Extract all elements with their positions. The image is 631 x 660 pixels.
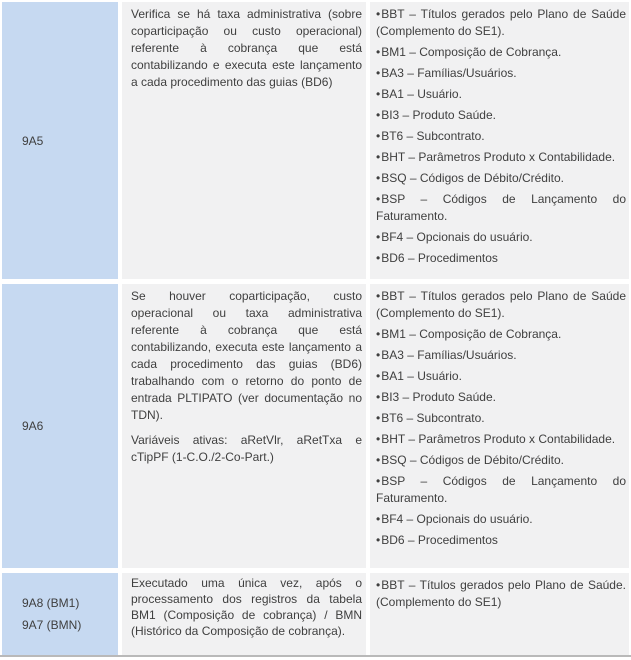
list-item [376, 149, 626, 166]
step-id: 9A8 (BM1) [22, 596, 80, 610]
list-item [376, 86, 626, 103]
table-entry: BD6 – Procedimentos [381, 251, 498, 265]
bullet-icon: • [376, 369, 381, 383]
table-row [2, 2, 629, 279]
table-entry: BSP – Códigos de Lançamento do Faturamento. [376, 192, 626, 223]
bullet-icon: • [376, 411, 381, 425]
table-entry: BA1 – Usuário. [381, 87, 462, 101]
step-description: Verifica se há taxa administrativa (sobre coparticipação ou custo operacional) referente à cobrança que está contabilizando e executa este lançamento a cada procedimento das guias (BD6) [131, 7, 362, 89]
bullet-icon: • [376, 45, 381, 59]
bullet-icon: • [376, 87, 381, 101]
step-id: 9A6 [22, 419, 44, 433]
list-item [376, 473, 626, 507]
bullet-icon: • [376, 474, 381, 488]
bullet-icon: • [376, 251, 381, 265]
table-entry: BSQ – Códigos de Débito/Crédito. [381, 171, 564, 185]
bullet-icon: • [376, 108, 381, 122]
list-item [376, 44, 626, 61]
table-entry: BF4 – Opcionais do usuário. [381, 230, 533, 244]
bullet-icon: • [376, 390, 381, 404]
table-entry: BHT – Parâmetros Produto x Contabilidade. [381, 150, 616, 164]
table-entry: BSP – Códigos de Lançamento do Faturamento. [376, 474, 626, 505]
table-entry: BSQ – Códigos de Débito/Crédito. [381, 453, 564, 467]
table-row [2, 573, 629, 655]
list-item [376, 368, 626, 385]
table-entry: BBT – Títulos gerados pelo Plano de Saúde. (Complemento do SE1) [376, 578, 626, 609]
bullet-icon: • [376, 192, 381, 206]
table-entry: BBT – Títulos gerados pelo Plano de Saúde (Complemento do SE1). [376, 7, 626, 38]
step-id: 9A7 (BMN) [22, 618, 82, 632]
list-item [376, 410, 626, 427]
list-item [376, 532, 626, 549]
list-item [376, 6, 626, 40]
list-item [376, 511, 626, 528]
step-id-cell [2, 2, 118, 279]
list-item [376, 229, 626, 246]
list-item [376, 170, 626, 187]
step-description-cell [122, 284, 366, 568]
process-steps-table [2, 2, 629, 660]
list-item [376, 288, 626, 322]
list-item [376, 250, 626, 267]
step-id-cell [2, 573, 118, 655]
list-item [376, 389, 626, 406]
table-entry: BT6 – Subcontrato. [381, 411, 485, 425]
bullet-icon: • [376, 171, 381, 185]
related-tables-cell [370, 284, 629, 568]
bullet-icon: • [376, 512, 381, 526]
list-item [376, 128, 626, 145]
bullet-icon: • [376, 129, 381, 143]
list-item [376, 65, 626, 82]
table-entry: BT6 – Subcontrato. [381, 129, 485, 143]
list-item [376, 107, 626, 124]
table-entry: BI3 – Produto Saúde. [381, 108, 496, 122]
table-entry: BA1 – Usuário. [381, 369, 462, 383]
table-entry: BM1 – Composição de Cobrança. [381, 45, 562, 59]
list-item [376, 326, 626, 343]
bullet-icon: • [376, 432, 381, 446]
step-description-variables: Variáveis ativas: aRetVlr, aRetTxa e cTipPF (1-C.O./2-Co-Part.) [131, 433, 362, 464]
list-item [376, 431, 626, 448]
step-id: 9A5 [22, 133, 44, 148]
table-entry: BF4 – Opcionais do usuário. [381, 512, 533, 526]
table-row [2, 284, 629, 568]
bullet-icon: • [376, 578, 381, 592]
bullet-icon: • [376, 533, 381, 547]
bullet-icon: • [376, 453, 381, 467]
table-entry: BA3 – Famílias/Usuários. [381, 66, 517, 80]
bullet-icon: • [376, 230, 381, 244]
table-entry: BHT – Parâmetros Produto x Contabilidade. [381, 432, 616, 446]
list-item [376, 191, 626, 225]
step-description-cell [122, 573, 366, 655]
bullet-icon: • [376, 150, 381, 164]
table-entry: BM1 – Composição de Cobrança. [381, 327, 562, 341]
bullet-icon: • [376, 348, 381, 362]
table-entry: BI3 – Produto Saúde. [381, 390, 496, 404]
list-item [376, 577, 626, 611]
list-item [376, 452, 626, 469]
bullet-icon: • [376, 7, 381, 21]
step-id-cell [2, 284, 118, 568]
table-bottom-border [0, 655, 631, 657]
list-item [376, 347, 626, 364]
bullet-icon: • [376, 327, 381, 341]
table-entry: BA3 – Famílias/Usuários. [381, 348, 517, 362]
related-tables-cell [370, 573, 629, 655]
bullet-icon: • [376, 289, 381, 303]
table-entry: BD6 – Procedimentos [381, 533, 498, 547]
step-description-cell [122, 2, 366, 279]
bullet-icon: • [376, 66, 381, 80]
step-description: Se houver coparticipação, custo operacional ou taxa administrativa referente à cobrança que está contabilizando, executa este lançamento a cada procedimento das guias (BD6) trabalhando com o retorno do ponto de entrada PLTIPATO (ver documentação no TDN). [131, 289, 362, 422]
step-description: Executado uma única vez, após o processamento dos registros da tabela BM1 (Composição de cobrança) / BMN (Histórico da Composição de cobrança). [131, 576, 362, 638]
table-entry: BBT – Títulos gerados pelo Plano de Saúde (Complemento do SE1). [376, 289, 626, 320]
related-tables-cell [370, 2, 629, 279]
